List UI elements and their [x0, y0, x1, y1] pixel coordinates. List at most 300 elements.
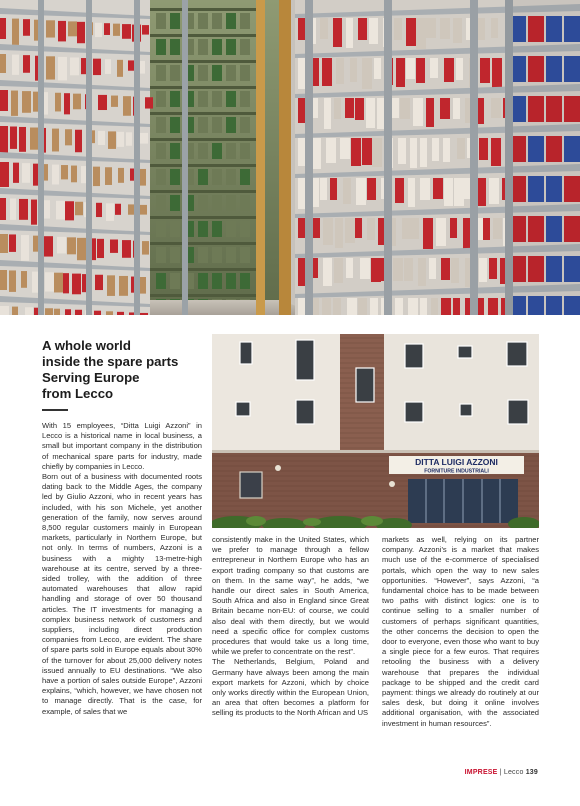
left-upright: [86, 0, 92, 315]
left-box: [0, 234, 8, 253]
left-box: [139, 313, 148, 315]
left-box: [145, 97, 153, 108]
left-box: [123, 96, 131, 116]
far-bin: [212, 117, 222, 133]
far-bin: [170, 117, 180, 133]
far-bin: [240, 13, 250, 29]
left-box: [54, 309, 60, 315]
right-box: [420, 138, 427, 167]
right-box: [440, 98, 450, 119]
right-box: [423, 218, 433, 249]
far-bin: [198, 39, 208, 55]
left-box: [10, 199, 16, 220]
left-box: [95, 275, 103, 290]
far-bin: [170, 13, 180, 29]
far-bin: [240, 39, 250, 55]
left-box: [140, 277, 146, 294]
right-box: [450, 218, 457, 238]
far-bin: [212, 65, 222, 81]
right-box: [418, 258, 426, 286]
far-shelf: [150, 164, 256, 167]
right-box: [453, 298, 460, 315]
left-box: [9, 270, 16, 291]
right-box: [489, 258, 497, 279]
left-box: [12, 55, 19, 75]
left-box: [0, 90, 8, 111]
right-box: [322, 298, 331, 315]
left-box: [22, 91, 31, 113]
right-box: [358, 298, 367, 315]
far-bin: [156, 195, 166, 211]
right-box: [343, 178, 351, 204]
building-illustration: [212, 334, 539, 528]
left-box: [25, 307, 33, 315]
left-box: [45, 272, 54, 291]
far-bin: [156, 65, 166, 81]
right-box: [454, 178, 464, 206]
right-box: [298, 138, 305, 166]
left-box: [0, 126, 8, 153]
far-bin: [170, 65, 180, 81]
right-box: [477, 98, 484, 124]
far-bin: [226, 117, 236, 133]
right-box: [367, 178, 376, 200]
page-footer: [465, 769, 538, 776]
right-box: [346, 258, 353, 278]
far-bin: [198, 91, 208, 107]
far-bin: [170, 143, 180, 159]
far-bin: [226, 91, 236, 107]
left-box: [77, 238, 86, 260]
left-box: [98, 131, 105, 145]
far-bin: [226, 13, 236, 29]
right-box: [326, 138, 336, 163]
far-bin: [212, 39, 222, 55]
left-box: [106, 203, 114, 221]
left-box: [64, 93, 70, 114]
article-column-3: [382, 535, 539, 729]
right-box: [323, 218, 333, 245]
far-bin: [240, 143, 250, 159]
left-box: [95, 23, 102, 37]
right-box: [398, 138, 406, 164]
left-upright: [134, 0, 140, 315]
right-box: [441, 298, 451, 315]
far-bin: [240, 91, 250, 107]
right-box: [355, 218, 362, 238]
right-box: [347, 298, 357, 315]
left-box: [0, 198, 6, 220]
right-box: [395, 298, 403, 315]
right-box: [340, 138, 350, 159]
far-bin: [240, 117, 250, 133]
right-box: [420, 178, 430, 200]
right-box: [334, 258, 343, 283]
headline-line-4: from Lecco: [42, 386, 114, 401]
right-box: [333, 18, 342, 47]
right-box: [356, 178, 366, 205]
right-box: [372, 138, 382, 167]
right-box: [480, 58, 490, 83]
far-bin: [198, 143, 208, 159]
left-box: [105, 59, 111, 74]
article-column-2: [212, 535, 369, 719]
left-box: [22, 163, 30, 183]
far-bin: [170, 39, 180, 55]
right-box: [358, 18, 367, 40]
left-box: [128, 60, 135, 70]
far-shelf: [150, 86, 256, 89]
left-box: [117, 312, 124, 315]
warehouse-photo: [0, 0, 580, 315]
right-box: [298, 218, 306, 238]
right-box: [402, 218, 412, 239]
left-box: [45, 308, 53, 315]
left-box: [13, 163, 19, 183]
right-box: [492, 58, 502, 88]
far-bin: [240, 169, 250, 185]
right-shade: [505, 0, 580, 315]
left-box: [61, 165, 68, 179]
right-box: [366, 98, 375, 128]
right-box: [355, 98, 364, 120]
right-box: [335, 218, 343, 248]
right-upright: [384, 0, 392, 315]
right-box: [396, 58, 405, 87]
left-box: [71, 166, 77, 183]
right-box: [491, 98, 501, 118]
left-box: [54, 273, 63, 293]
right-box: [298, 58, 306, 89]
right-box: [370, 298, 378, 315]
left-box: [70, 58, 79, 76]
paragraph: consistently make in the United States, which we prefer to manage through a fellow entrepreneur in Northern Europe who has an export trading company so that customs are on them. In the same way”, he adds, “we handle our direct sales in South America, South Africa and also in England since Great Britain became non-EU: of course, we could also deal with them directly, but we would need a specific office for complex customs procedures that would take us a long time, while we prefer to concentrate on the rest”.: [212, 535, 369, 657]
left-box: [21, 271, 27, 288]
far-shelf: [150, 216, 256, 219]
left-box: [119, 276, 128, 296]
right-box: [362, 58, 372, 89]
right-box: [444, 178, 453, 206]
far-bin: [170, 169, 180, 185]
right-box: [416, 18, 426, 49]
right-box: [433, 178, 443, 199]
far-bin: [198, 247, 208, 263]
far-bin: [226, 65, 236, 81]
left-box: [73, 94, 81, 110]
left-box: [115, 204, 121, 215]
left-box: [94, 311, 101, 315]
far-bin: [198, 221, 208, 237]
left-box: [142, 241, 149, 254]
left-box: [30, 128, 38, 150]
building-photo: [212, 334, 539, 528]
far-shelf: [150, 242, 256, 245]
right-box: [298, 98, 305, 123]
paragraph: The Netherlands, Belgium, Poland and Germany have always been among the main export markets for Azzoni, which by choice only works directly within the European Union, an area that often becomes a platform for selling its products to the North African and US: [212, 657, 369, 718]
left-box: [52, 129, 59, 152]
right-box: [367, 218, 375, 240]
right-box: [346, 18, 353, 48]
left-box: [58, 57, 67, 81]
left-box: [65, 201, 74, 220]
footer-brand: IMPRESE: [464, 769, 498, 776]
paragraph: With 15 employees, “Ditta Luigi Azzoni” in Lecco is a historical name in local business, a small but important company in the distribution of mechanical spare parts for industry, made chiefly by companies in Lecco.: [42, 421, 202, 471]
paragraph: markets as well, relying on its partner company. Azzoni’s is a market that makes much use of the e-commerce of specialised portals, which open the way to new sales opportunities. “However”, says Azzoni, “a fundamental choice has to be made between two paths with distinct logics: one is to continue selling to a smaller number of customers of perhaps significant quantities, the other concerns the decision to open the door to everyone, even those who want to buy a single piece for a few euros. That requires retooling the business with a delivery warehouse that prepares the individual package to be shipped and the credit card payment: things we already do routinely at our sales desk, but doing it online involves additional organisation, with the associated investment in human resources”.: [382, 535, 539, 728]
left-box: [68, 21, 77, 36]
left-box: [118, 168, 124, 183]
left-box: [55, 93, 61, 112]
right-box: [416, 58, 425, 83]
right-box: [478, 18, 485, 40]
far-bin: [240, 195, 250, 211]
left-box: [113, 24, 120, 36]
right-box: [336, 58, 344, 84]
right-box: [420, 298, 427, 315]
left-box: [110, 240, 118, 253]
right-box: [333, 298, 341, 315]
headline-line-3: Serving Europe: [42, 370, 140, 385]
right-box: [413, 98, 423, 126]
left-box: [32, 272, 39, 293]
left-box: [117, 60, 123, 77]
right-box: [351, 138, 361, 166]
right-box: [426, 18, 436, 38]
right-box: [406, 58, 415, 79]
right-box: [350, 58, 357, 82]
article-headline: [42, 338, 212, 402]
left-box: [0, 54, 6, 73]
far-bin: [156, 221, 166, 237]
right-upright: [470, 0, 478, 315]
right-box: [320, 18, 328, 39]
headline-line-1: A whole world: [42, 338, 131, 353]
right-box: [491, 18, 498, 38]
right-box: [400, 98, 410, 119]
right-box: [464, 178, 471, 199]
left-box: [75, 310, 82, 315]
right-box: [479, 138, 488, 160]
right-box: [345, 98, 354, 118]
far-bin: [226, 247, 236, 263]
left-box: [97, 239, 104, 258]
right-box: [393, 258, 403, 281]
far-bin: [156, 39, 166, 55]
left-box: [44, 200, 50, 218]
right-box: [453, 18, 462, 43]
left-box: [21, 235, 29, 261]
warehouse-illustration: [0, 0, 580, 315]
far-bin: [212, 13, 222, 29]
far-bin: [212, 247, 222, 263]
right-box: [432, 138, 439, 161]
left-box: [139, 133, 148, 144]
far-bin: [226, 169, 236, 185]
right-box: [463, 218, 470, 249]
far-shelf: [150, 294, 256, 297]
left-box: [19, 199, 28, 220]
right-box: [453, 98, 460, 119]
far-shelf: [150, 34, 256, 37]
right-box: [312, 138, 321, 169]
footer-separator: |: [497, 769, 504, 776]
right-box: [430, 58, 438, 78]
right-box: [436, 218, 446, 246]
right-box: [491, 138, 501, 166]
left-box: [12, 19, 19, 45]
far-shelf: [150, 60, 256, 63]
left-box: [23, 55, 30, 73]
far-bin: [156, 117, 166, 133]
paragraph: Born out of a business with documented roots dating back to the Middle Ages, the company led by Giulio Azzoni, who in recent years has included, with his son Michele, yet another generation of the family, now serves around 8,500 regular customers mainly in European markets, particularly in Northern Europe, but not only. In terms of numbers, Azzoni is a business with a mighty 13-metre-high warehouse at its centre, served by a three-sided trolley, with the addition of three automated warehouses that allow rapid handling and storage of over 50 thousand articles. The IT investments for managing a complex business network of customers and suppliers, including direct production companies from Lecco, are evident. The share of spare parts sold in Europe equals about 30% of the turnover for about 25,000 delivery notes issued annually to EU destinations. “We also have a portion of sales outside Europe”, Azzoni explains, “which, however, we have chosen not to manage directly. That is the case, for example, of sales that we: [42, 472, 202, 716]
left-box: [93, 59, 101, 75]
right-box: [477, 178, 486, 206]
right-box: [493, 218, 502, 239]
left-box: [139, 169, 146, 186]
left-box: [0, 270, 7, 290]
right-box: [444, 58, 454, 82]
right-box: [456, 58, 463, 80]
left-box: [65, 129, 72, 145]
left-box: [126, 132, 132, 145]
far-bin: [212, 169, 222, 185]
page-number: 139: [525, 769, 538, 776]
left-box: [77, 22, 85, 43]
left-box: [0, 306, 9, 315]
sign-line-1: DITTA LUIGI AZZONI: [415, 457, 498, 467]
left-box: [9, 234, 16, 251]
left-box: [106, 311, 113, 315]
far-bin: [240, 273, 250, 289]
far-bin: [170, 195, 180, 211]
left-box: [142, 25, 149, 34]
far-bin: [212, 91, 222, 107]
left-box: [23, 19, 30, 36]
far-bin: [226, 143, 236, 159]
footer-section: Lecco: [503, 769, 524, 776]
far-bin: [240, 65, 250, 81]
left-box: [0, 18, 6, 39]
far-bin: [170, 221, 180, 237]
right-box: [323, 258, 332, 286]
headline-divider: [42, 409, 68, 411]
right-box: [345, 218, 355, 243]
left-box: [72, 274, 81, 295]
far-shelf: [150, 268, 256, 271]
left-box: [122, 240, 131, 258]
right-box: [298, 178, 306, 209]
right-box: [395, 178, 404, 203]
right-box: [312, 58, 319, 86]
right-box: [410, 138, 417, 168]
article-column-1: [42, 421, 202, 717]
far-bin: [212, 195, 222, 211]
far-bin: [212, 143, 222, 159]
right-box: [360, 258, 370, 279]
far-bin: [156, 273, 166, 289]
far-bin: [198, 273, 208, 289]
far-bin: [226, 195, 236, 211]
left-box: [67, 237, 76, 254]
right-box: [334, 98, 341, 119]
right-box: [362, 138, 372, 165]
left-upright: [182, 0, 188, 315]
right-box: [443, 138, 450, 162]
left-box: [11, 91, 18, 116]
far-bin: [156, 247, 166, 263]
left-box: [31, 200, 37, 225]
left-box: [105, 167, 112, 185]
far-bin: [156, 169, 166, 185]
far-bin: [198, 195, 208, 211]
left-box: [58, 21, 66, 42]
right-box: [369, 18, 378, 44]
left-box: [117, 132, 124, 147]
left-box: [56, 201, 65, 220]
right-box: [330, 178, 337, 200]
far-shelf: [150, 138, 256, 141]
left-upright: [38, 0, 44, 315]
left-box: [12, 307, 18, 315]
right-box: [324, 98, 331, 129]
right-box: [426, 98, 434, 127]
right-box: [451, 258, 459, 283]
far-bin: [240, 221, 250, 237]
left-box: [44, 236, 53, 256]
right-box: [441, 258, 450, 280]
far-bin: [226, 273, 236, 289]
left-box: [46, 20, 55, 37]
far-bin: [240, 247, 250, 263]
right-box: [371, 258, 381, 282]
far-bin: [170, 273, 180, 289]
right-box: [408, 298, 418, 315]
right-box: [431, 298, 438, 315]
far-shelf: [150, 190, 256, 193]
right-box: [479, 258, 487, 282]
left-box: [63, 273, 69, 293]
left-box: [52, 165, 59, 185]
far-bin: [226, 221, 236, 237]
left-box: [10, 127, 17, 149]
left-box: [0, 162, 9, 187]
right-box: [394, 18, 402, 40]
headline-line-2: inside the spare parts: [42, 354, 179, 369]
far-bin: [198, 13, 208, 29]
right-box: [312, 218, 320, 238]
right-upright: [305, 0, 313, 315]
right-box: [488, 298, 498, 315]
far-bin: [198, 117, 208, 133]
left-box: [57, 237, 66, 254]
left-box: [19, 127, 26, 152]
far-bin: [170, 91, 180, 107]
left-box: [75, 202, 83, 216]
far-shelf: [150, 8, 256, 11]
right-box: [408, 178, 415, 207]
left-box: [65, 309, 71, 315]
far-bin: [156, 13, 166, 29]
right-box: [429, 258, 436, 279]
left-box: [93, 167, 100, 186]
right-box: [489, 178, 499, 204]
left-box: [107, 275, 115, 296]
right-box: [457, 138, 465, 159]
far-bin: [212, 221, 222, 237]
left-box: [111, 96, 118, 107]
left-box: [96, 203, 102, 217]
right-box: [322, 58, 332, 86]
far-bin: [198, 65, 208, 81]
